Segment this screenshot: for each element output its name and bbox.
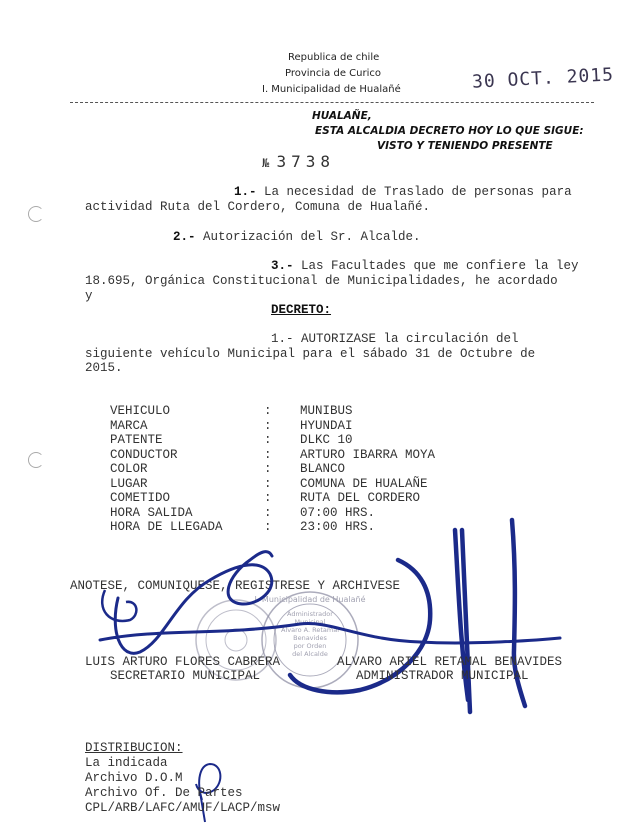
number-sign-icon: № bbox=[262, 156, 277, 170]
vehicle-field-label: COLOR bbox=[110, 462, 148, 476]
decreto-line2: siguiente vehículo Municipal para el sábado 31 de Octubre de bbox=[85, 347, 536, 361]
right-seal-icon bbox=[254, 592, 365, 688]
left-signature-scribble bbox=[102, 590, 136, 621]
visto-1-num: 1.- bbox=[234, 185, 257, 199]
decreto-line1: 1.- AUTORIZASE la circulación del bbox=[271, 332, 519, 346]
decreto-line3: 2015. bbox=[85, 361, 123, 375]
closing-line: ANOTESE, COMUNIQUESE, REGISTRESE Y ARCHIVESE bbox=[70, 579, 401, 593]
visto-3-num: 3.- bbox=[271, 259, 294, 273]
vehicle-field-separator: : bbox=[264, 447, 272, 462]
intro-visto: VISTO Y TENIENDO PRESENTE bbox=[377, 140, 553, 152]
intro-line: ESTA ALCALDIA DECRETO HOY LO QUE SIGUE: bbox=[315, 125, 584, 137]
seal-inner-5: por Orden bbox=[293, 642, 327, 650]
vehicle-field-label: LUGAR bbox=[110, 476, 148, 491]
seal-inner-1: Administrador bbox=[287, 610, 333, 618]
vehicle-field-label: HORA SALIDA bbox=[110, 505, 193, 520]
distribution-item: Archivo D.O.M bbox=[85, 771, 183, 785]
seal-inner-3: Alvaro A. Retamal bbox=[281, 626, 339, 634]
vehicle-field-value: HYUNDAI bbox=[300, 418, 353, 433]
visto-1-text: La necesidad de Traslado de personas para bbox=[256, 185, 572, 199]
vehicle-field-separator: : bbox=[264, 476, 272, 491]
distribution-heading: DISTRIBUCION: bbox=[85, 741, 183, 755]
vehicle-field-label: COMETIDO bbox=[110, 491, 171, 505]
header-municipality: I. Municipalidad de Hualañé bbox=[262, 84, 401, 95]
decree-number-value: 3738 bbox=[276, 152, 335, 171]
header-province: Provincia de Curico bbox=[285, 68, 381, 79]
vehicle-field-separator: : bbox=[264, 491, 272, 505]
vehicle-field-value: DLKC 10 bbox=[300, 433, 353, 447]
vehicle-field-value: RUTA DEL CORDERO bbox=[300, 491, 421, 505]
vehicle-field-separator: : bbox=[264, 520, 272, 534]
distribution-item: La indicada bbox=[85, 756, 168, 770]
vehicle-field-separator: : bbox=[264, 433, 272, 447]
vehicle-field-separator: : bbox=[264, 462, 272, 476]
vehicle-field-value: 23:00 HRS. bbox=[300, 520, 376, 534]
date-stamp: 30 OCT. 2015 bbox=[471, 64, 615, 93]
vehicle-field-value: COMUNA DE HUALAÑE bbox=[300, 476, 428, 491]
vehicle-field-value: ARTURO IBARRA MOYA bbox=[300, 447, 436, 462]
vehicle-field-label: HORA DE LLEGADA bbox=[110, 520, 223, 534]
visto-3-text: Las Facultades que me confiere la ley bbox=[293, 259, 579, 273]
right-signatory-title: ADMINISTRADOR MUNICIPAL bbox=[356, 669, 529, 683]
visto-1-line2: actividad Ruta del Cordero, Comuna de Hualañé. bbox=[85, 200, 431, 214]
seal-inner-4: Benavides bbox=[293, 634, 327, 642]
vehicle-field-separator: : bbox=[264, 404, 272, 418]
vehicle-field-value: 07:00 HRS. bbox=[300, 505, 376, 520]
vehicle-field-label: CONDUCTOR bbox=[110, 447, 178, 462]
vehicle-field-label: MARCA bbox=[110, 418, 148, 433]
seal-inner-2: Municipal bbox=[294, 618, 326, 626]
intro-place: HUALAÑE, bbox=[312, 110, 372, 122]
seal-ring-text: I. Municipalidad de Hualañé bbox=[254, 595, 366, 604]
visto-2-text: Autorización del Sr. Alcalde. bbox=[195, 230, 421, 244]
left-signatory-name: LUIS ARTURO FLORES CABRERA bbox=[85, 655, 281, 669]
visto-3-line2: 18.695, Orgánica Constitucional de Municipalidades, he acordado bbox=[85, 274, 558, 288]
vehicle-field-label: PATENTE bbox=[110, 433, 163, 447]
header-country: Republica de chile bbox=[288, 52, 380, 63]
vehicle-field-value: MUNIBUS bbox=[300, 404, 353, 418]
vehicle-field-separator: : bbox=[264, 505, 272, 520]
right-signatory-name: ALVARO ARIEL RETAMAL BENAVIDES bbox=[337, 655, 563, 669]
vehicle-field-separator: : bbox=[264, 418, 272, 433]
distribution-item: CPL/ARB/LAFC/AMUF/LACP/msw bbox=[85, 801, 281, 815]
distribution-item: Archivo Of. De Partes bbox=[85, 786, 243, 800]
left-signatory-title: SECRETARIO MUNICIPAL bbox=[110, 669, 261, 683]
vehicle-field-value: BLANCO bbox=[300, 462, 346, 476]
visto-2-num: 2.- bbox=[173, 230, 196, 244]
visto-3-line3: y bbox=[85, 289, 93, 303]
seal-inner-6: del Alcalde bbox=[292, 650, 328, 658]
vehicle-field-label: VEHICULO bbox=[110, 404, 171, 418]
decreto-heading: DECRETO: bbox=[271, 303, 332, 317]
